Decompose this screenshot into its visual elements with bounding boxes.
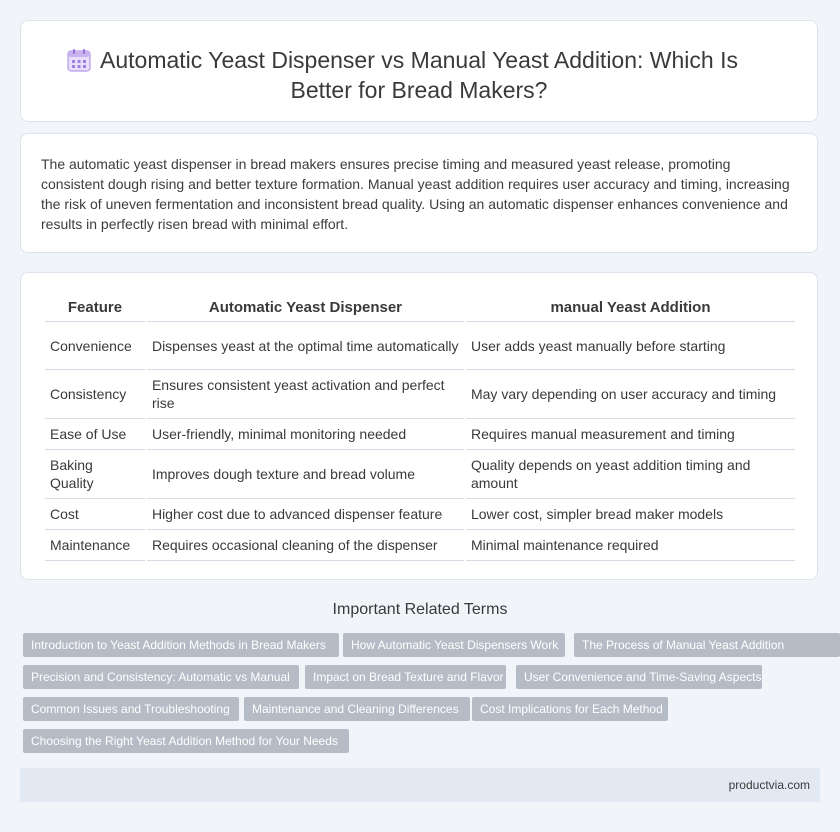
related-term-tag[interactable]: The Process of Manual Yeast Addition bbox=[574, 633, 840, 657]
related-term-tag[interactable]: Precision and Consistency: Automatic vs Manual bbox=[23, 665, 299, 689]
automatic-cell: Requires occasional cleaning of the dispenser bbox=[147, 530, 464, 561]
footer-site-link[interactable]: productvia.com bbox=[728, 778, 810, 792]
feature-cell: Cost bbox=[45, 499, 145, 530]
feature-cell: Consistency bbox=[45, 370, 145, 419]
table-row bbox=[45, 499, 795, 530]
table-row bbox=[45, 419, 795, 450]
related-term-tag[interactable]: Maintenance and Cleaning Differences bbox=[244, 697, 470, 721]
title-card bbox=[20, 20, 818, 122]
automatic-cell: User-friendly, minimal monitoring needed bbox=[147, 419, 464, 450]
page-title: Automatic Yeast Dispenser vs Manual Yeast Addition: Which Is Better for Bread Makers? bbox=[100, 47, 738, 103]
table-row bbox=[45, 370, 795, 419]
table-row bbox=[45, 322, 795, 370]
header-automatic: Automatic Yeast Dispenser bbox=[147, 293, 464, 322]
feature-cell: Convenience bbox=[45, 322, 145, 370]
manual-cell: User adds yeast manually before starting bbox=[466, 322, 795, 370]
manual-cell: Requires manual measurement and timing bbox=[466, 419, 795, 450]
related-term-tag[interactable]: Introduction to Yeast Addition Methods in Bread Makers bbox=[23, 633, 339, 657]
related-term-tag[interactable]: Choosing the Right Yeast Addition Method for Your Needs bbox=[23, 729, 349, 753]
automatic-cell: Ensures consistent yeast activation and perfect rise bbox=[147, 370, 464, 419]
feature-cell: Ease of Use bbox=[45, 419, 145, 450]
related-term-tag[interactable]: Common Issues and Troubleshooting bbox=[23, 697, 239, 721]
intro-card bbox=[20, 133, 818, 253]
related-term-tag[interactable]: Impact on Bread Texture and Flavor bbox=[305, 665, 506, 689]
footer bbox=[20, 768, 820, 802]
related-term-tag[interactable]: User Convenience and Time-Saving Aspects bbox=[516, 665, 762, 689]
related-terms-heading: Important Related Terms bbox=[332, 601, 508, 618]
related-term-tag[interactable]: How Automatic Yeast Dispensers Work bbox=[343, 633, 565, 657]
manual-cell: Minimal maintenance required bbox=[466, 530, 795, 561]
intro-paragraph: The automatic yeast dispenser in bread makers ensures precise timing and measured yeast release, promoting consistent dough rising and better texture formation. Manual yeast addition requires user accuracy and timing, increasing the risk of uneven fermentation and inconsistent bread quality. Using an automatic dispenser enhances convenience and results in perfectly risen bread with minimal effort. bbox=[41, 156, 790, 232]
table-row bbox=[45, 450, 795, 499]
table-header-row bbox=[45, 293, 795, 322]
automatic-cell: Improves dough texture and bread volume bbox=[147, 450, 464, 499]
feature-cell: Maintenance bbox=[45, 530, 145, 561]
feature-cell: Baking Quality bbox=[45, 450, 145, 499]
header-manual: manual Yeast Addition bbox=[466, 293, 795, 322]
automatic-cell: Higher cost due to advanced dispenser feature bbox=[147, 499, 464, 530]
header-feature: Feature bbox=[45, 293, 145, 322]
manual-cell: Lower cost, simpler bread maker models bbox=[466, 499, 795, 530]
manual-cell: Quality depends on yeast addition timing and amount bbox=[466, 450, 795, 499]
comparison-table bbox=[43, 293, 797, 561]
automatic-cell: Dispenses yeast at the optimal time automatically bbox=[147, 322, 464, 370]
table-row bbox=[45, 530, 795, 561]
manual-cell: May vary depending on user accuracy and timing bbox=[466, 370, 795, 419]
related-term-tag[interactable]: Cost Implications for Each Method bbox=[472, 697, 668, 721]
comparison-card bbox=[20, 272, 818, 580]
